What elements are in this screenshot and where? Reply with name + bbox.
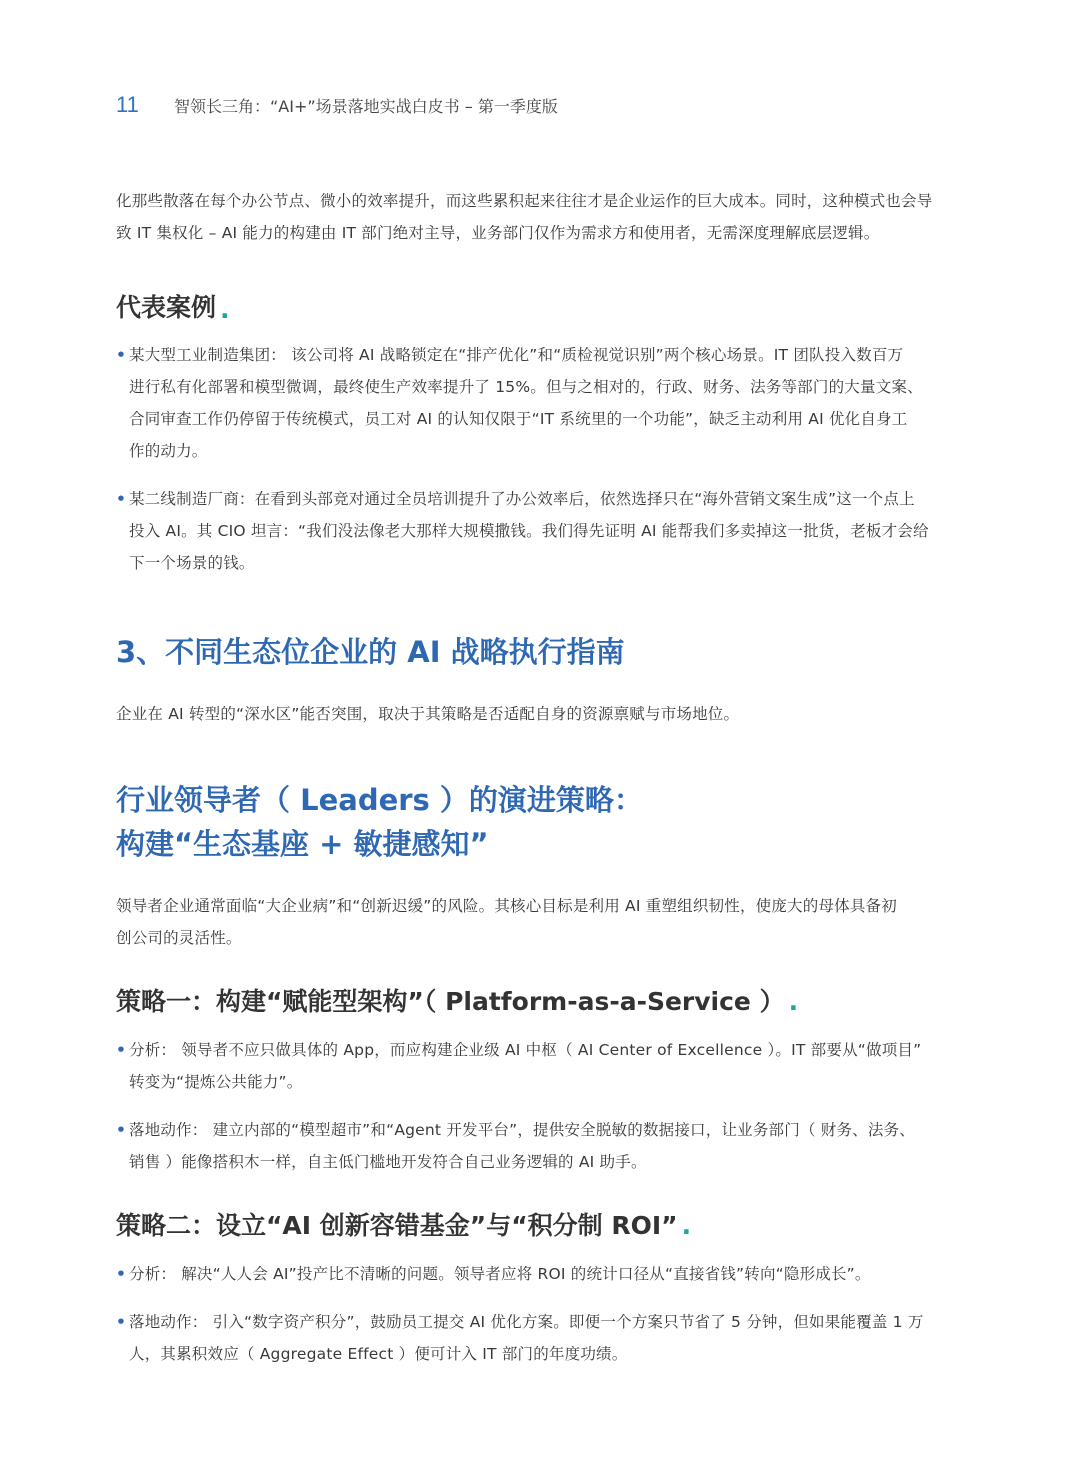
cases-heading-text: 代表案例 xyxy=(116,293,217,322)
intro-line: 致 IT 集权化 – AI 能力的构建由 IT 部门绝对主导，业务部门仅作为需求方和使用者，无需深度理解底层逻辑。 xyxy=(116,224,880,242)
document-title: 智领长三角：“AI+”场景落地实战白皮书 – 第一季度版 xyxy=(174,96,558,116)
intro-paragraph xyxy=(116,185,956,249)
strategy-1-item xyxy=(116,1034,956,1098)
list-item-line: 分析： 解决“人人会 AI”投产比不清晰的问题。领导者应将 ROI 的统计口径从“直接省钱”转向“隐形成长”。 xyxy=(129,1265,871,1283)
case-item xyxy=(116,483,956,579)
intro-line: 化那些散落在每个办公节点、微小的效率提升，而这些累积起来往往才是企业运作的巨大成本。同时，这种模式也会导 xyxy=(116,192,933,210)
leaders-section xyxy=(116,778,956,866)
list-item-line: 转变为“提炼公共能力”。 xyxy=(129,1073,303,1091)
list-item xyxy=(116,1114,956,1178)
list-item-line: 落地动作： 引入“数字资产积分”，鼓励员工提交 AI 优化方案。即便一个方案只节省了 5 分钟，但如果能覆盖 1 万 xyxy=(129,1313,924,1331)
page-header xyxy=(116,92,558,118)
list-item-line: 合同审查工作仍停留于传统模式，员工对 AI 的认知仅限于“IT 系统里的一个功能”，缺乏主动利用 AI 优化自身工 xyxy=(129,410,908,428)
leaders-heading-line: 行业领导者（ Leaders ）的演进策略： xyxy=(116,783,643,817)
section-3-text xyxy=(116,698,956,730)
list-item xyxy=(116,1306,956,1370)
strategy-heading xyxy=(116,1206,956,1242)
list-item-line: 作的动力。 xyxy=(129,442,208,460)
list-item xyxy=(116,339,956,467)
leaders-text xyxy=(116,890,956,954)
list-item-line: 某二线制造厂商：在看到头部竞对通过全员培训提升了办公效率后，依然选择只在“海外营销文案生成”这一个点上 xyxy=(129,490,915,508)
strategy-heading xyxy=(116,982,956,1018)
strategy-2-item xyxy=(116,1306,956,1370)
list-item-line: 进行私有化部署和模型微调，最终使生产效率提升了 15%。但与之相对的，行政、财务、法务等部门的大量文案、 xyxy=(129,378,923,396)
page-number: 11 xyxy=(116,92,139,117)
cases-heading xyxy=(116,288,956,324)
list-item-line: 某大型工业制造集团： 该公司将 AI 战略锁定在“排产优化”和“质检视觉识别”两个核心场景。IT 团队投入数百万 xyxy=(129,346,904,364)
strategy-2-item xyxy=(116,1258,956,1290)
bullet-dot: • xyxy=(116,1265,127,1283)
heading-dot: . xyxy=(788,987,799,1016)
list-item-line: 落地动作： 建立内部的“模型超市”和“Agent 开发平台”，提供安全脱敏的数据接口，让业务部门（ 财务、法务、 xyxy=(129,1121,915,1139)
bullet-dot: • xyxy=(116,1121,127,1139)
list-item-line: 人，其累积效应（ Aggregate Effect ）便可计入 IT 部门的年度功绩。 xyxy=(129,1345,628,1363)
list-item-line: 下一个场景的钱。 xyxy=(129,554,255,572)
list-item xyxy=(116,1034,956,1098)
list-item-line: 投入 AI。其 CIO 坦言：“我们没法像老大那样大规模撒钱。我们得先证明 AI 能帮我们多卖掉这一批货，老板才会给 xyxy=(129,522,929,540)
case-item xyxy=(116,339,956,467)
leaders-text-line: 领导者企业通常面临“大企业病”和“创新迟缓”的风险。其核心目标是利用 AI 重塑组织韧性，使庞大的母体具备初 xyxy=(116,897,897,915)
section-text: 企业在 AI 转型的“深水区”能否突围，取决于其策略是否适配自身的资源禀赋与市场地位。 xyxy=(116,705,740,723)
bullet-dot: • xyxy=(116,1313,127,1331)
cases-section xyxy=(116,288,956,324)
strategy-2 xyxy=(116,1206,956,1242)
bullet-dot: • xyxy=(116,346,127,364)
strategy-heading-text: 策略一：构建“赋能型架构”（ Platform-as-a-Service ） xyxy=(116,987,785,1016)
leaders-text-line: 创公司的灵活性。 xyxy=(116,929,242,947)
section-3 xyxy=(116,630,956,671)
leaders-heading-line: 构建“生态基座 + 敏捷感知” xyxy=(116,827,489,861)
heading-dot: . xyxy=(681,1211,692,1240)
strategy-1 xyxy=(116,982,956,1018)
bullet-dot: • xyxy=(116,1041,127,1059)
heading-dot: . xyxy=(220,295,230,324)
bullet-dot: • xyxy=(116,490,127,508)
list-item xyxy=(116,483,956,579)
list-item-line: 销售 ）能像搭积木一样，自主低门槛地开发符合自己业务逻辑的 AI 助手。 xyxy=(129,1153,647,1171)
list-item-line: 分析： 领导者不应只做具体的 App，而应构建企业级 AI 中枢（ AI Center of Excellence ）。IT 部要从“做项目” xyxy=(129,1041,922,1059)
section-heading: 3、不同生态位企业的 AI 战略执行指南 xyxy=(116,635,625,669)
list-item xyxy=(116,1258,956,1290)
strategy-1-item xyxy=(116,1114,956,1178)
strategy-heading-text: 策略二：设立“AI 创新容错基金”与“积分制 ROI” xyxy=(116,1211,678,1240)
